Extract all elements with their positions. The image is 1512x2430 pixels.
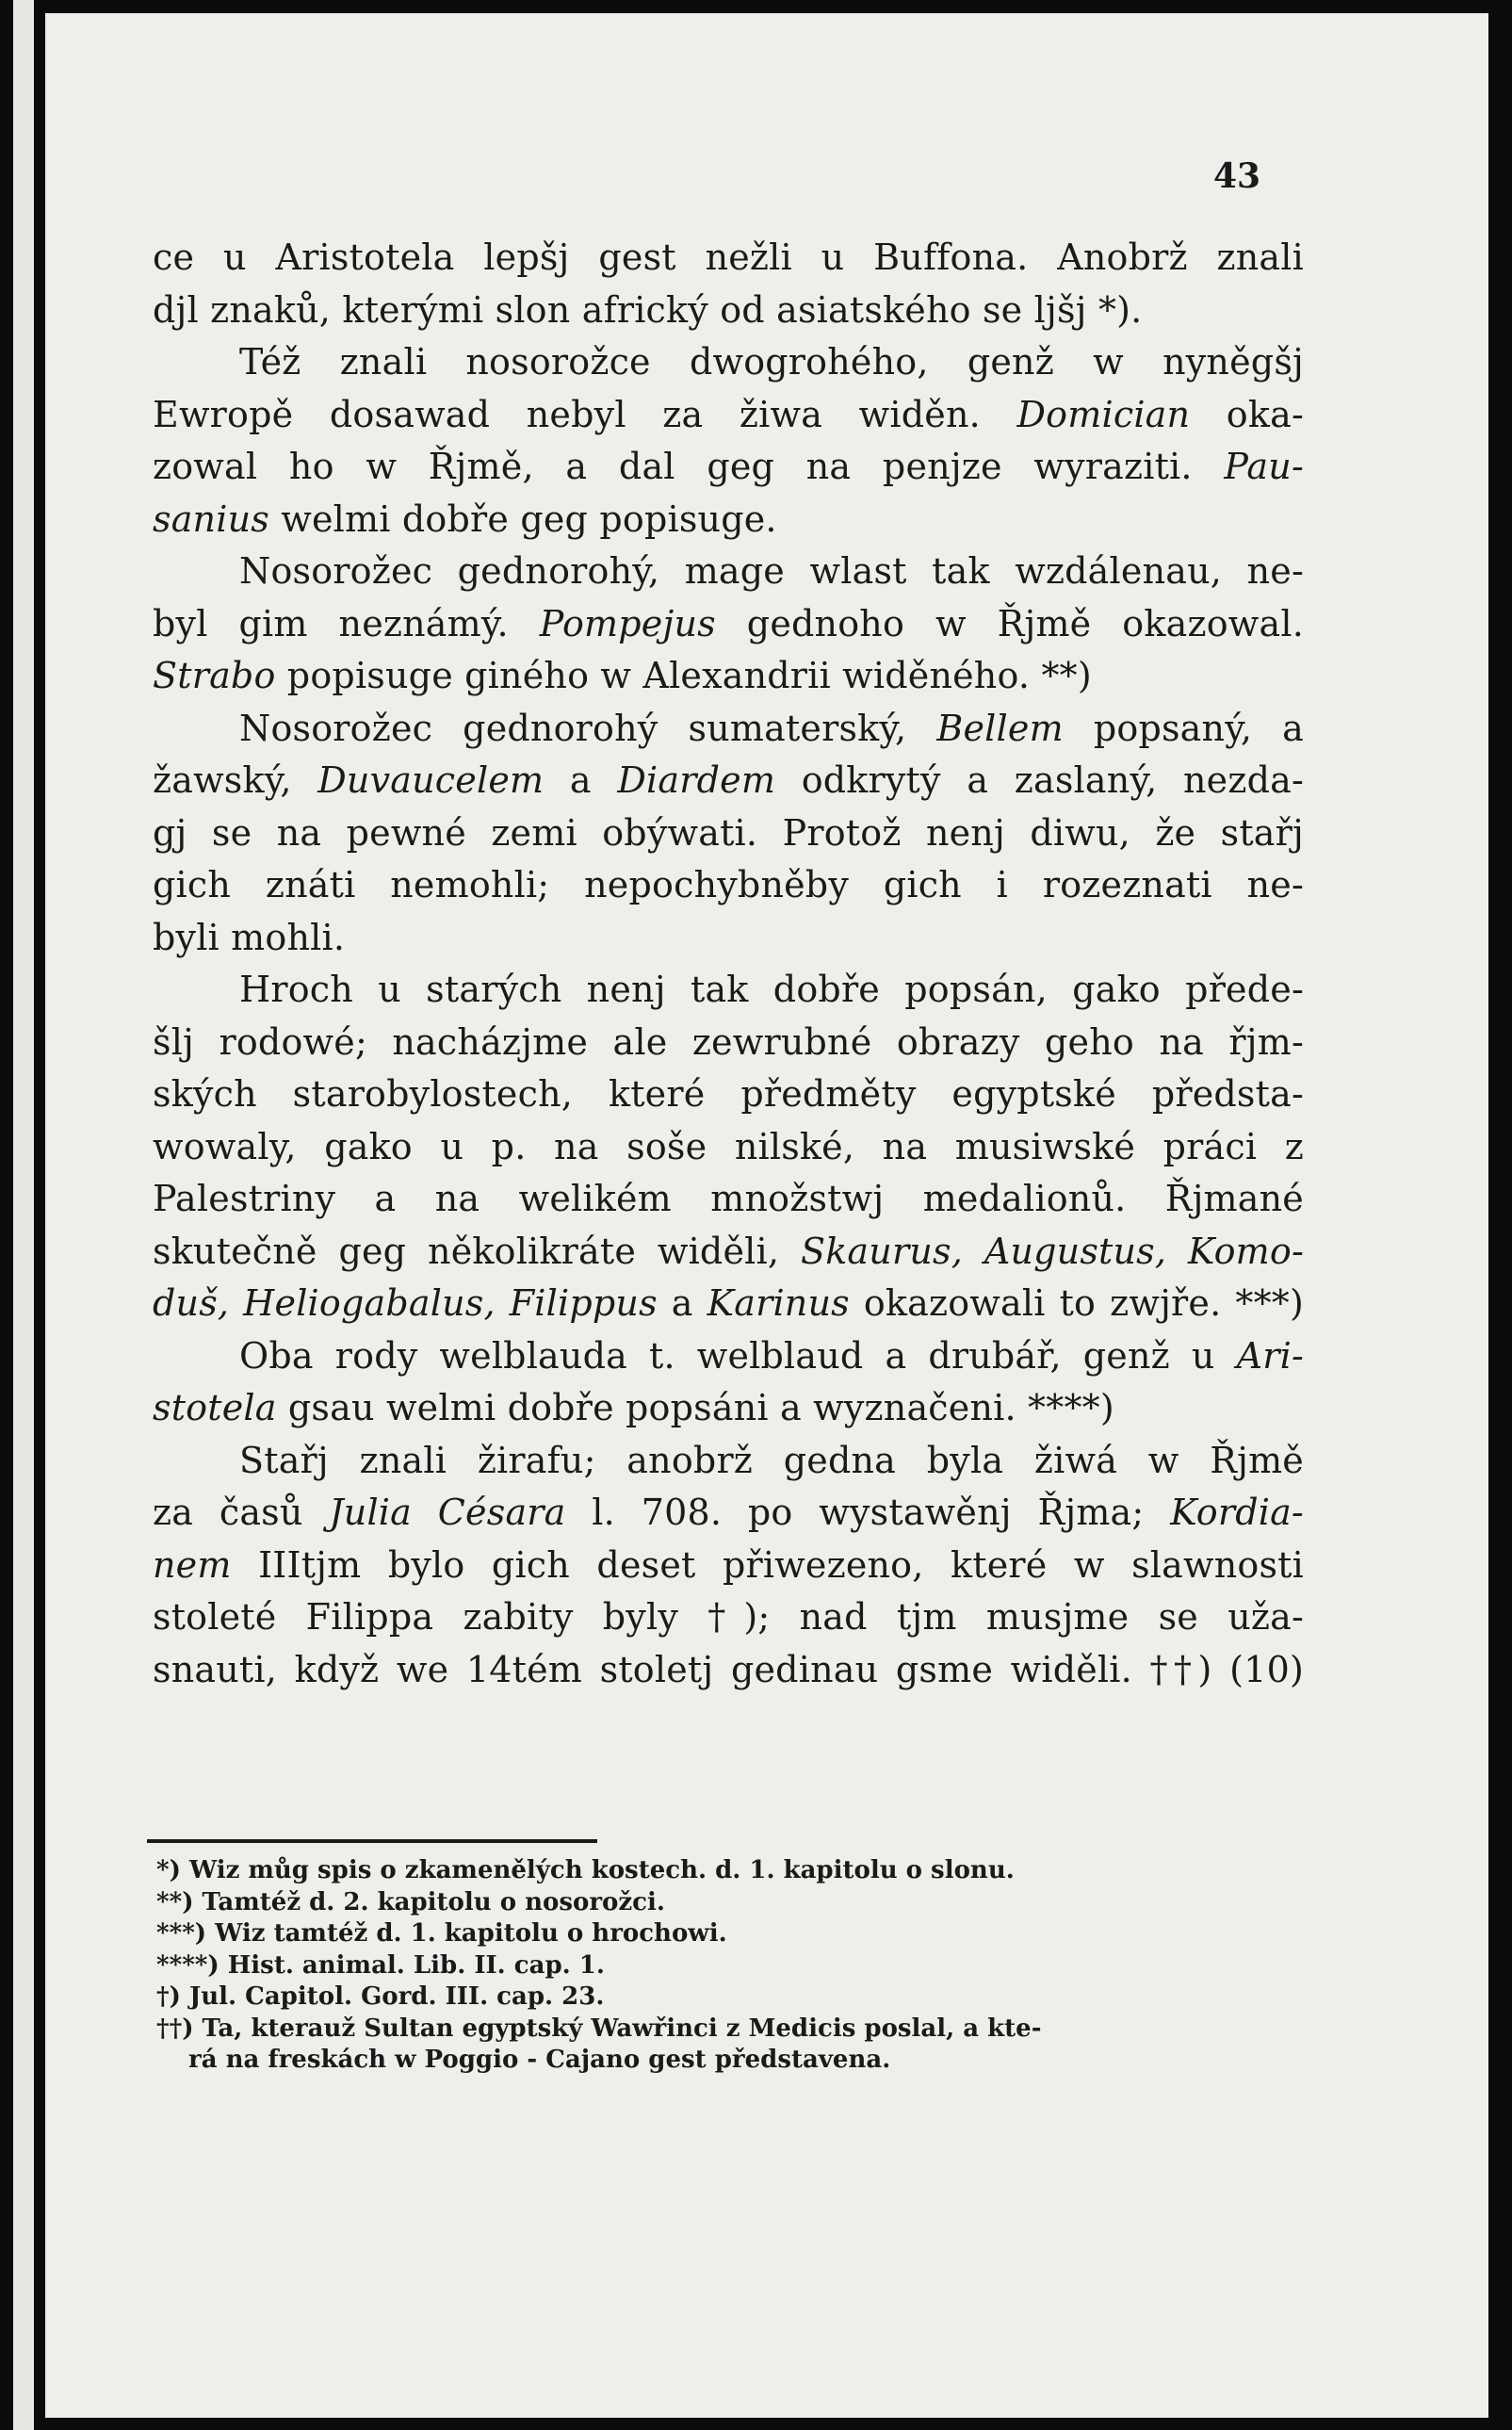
text-segment: Hroch u starých nenj tak dobře popsán, gako přede- [239,969,1304,1010]
text-segment: l. 708. po wystawěnj Řjma; [565,1492,1171,1533]
italic-text: Karinus [707,1282,850,1324]
text-line [153,755,1304,807]
footnote: *) Wiz můg spis o zkamenělých kostech. d. 1. kapitolu o slonu. [156,1856,1015,1884]
text-line [153,1644,1304,1697]
italic-text: Julia Césara [329,1492,566,1533]
text-line [153,1591,1304,1644]
text-segment: snauti, když we 14tém stoletj gedinau gsme widěli. ††) (10) [153,1648,1304,1690]
footnote: rá na freskách w Poggio - Cajano gest představena. [188,2046,891,2074]
body-text [153,232,1304,1696]
text-line [153,1226,1304,1279]
text-line [153,336,1304,389]
text-line [153,546,1304,598]
footnote: ***) Wiz tamtéž d. 1. kapitolu o hrochowi. [156,1919,727,1948]
text-segment: Palestriny a na welikém množstwj medalionů. Řjmané [153,1178,1304,1219]
text-segment: ce u Aristotela lepšj gest nežli u Buffona. Anobrž znali [153,236,1304,278]
text-segment: a [657,1282,707,1324]
text-line [153,1487,1304,1540]
text-segment: stoleté Filippa zabity byly †); nad tjm musjme se uža- [153,1596,1304,1638]
text-segment: zowal ho w Řjmě, a dal geg na penjze wyraziti. [153,446,1225,487]
text-line [153,1068,1304,1121]
text-line [153,964,1304,1017]
italic-text: Diardem [617,759,776,801]
text-segment: za časů [153,1492,330,1533]
text-line [153,285,1304,337]
footnote: ††) Ta, kterauž Sultan egyptský Wawřinci z Medicis poslal, a kte- [156,2014,1042,2043]
text-line [153,1435,1304,1488]
text-line [153,1278,1304,1330]
text-line [153,598,1304,651]
text-segment: Stařj znali žirafu; anobrž gedna byla žiwá w Řjmě [239,1439,1304,1481]
text-segment: odkrytý a zaslaný, nezda- [775,759,1304,801]
adjacent-page-edge [13,0,34,2430]
footnotes [156,1855,1294,2077]
italic-text: Strabo [153,655,276,696]
text-segment: okazowali to zwjře. ***) [849,1282,1304,1324]
italic-text: nem [153,1543,232,1586]
italic-text: sanius [153,497,269,540]
text-line [153,1540,1304,1592]
text-segment: ských starobylostech, které předměty egyptské předsta- [153,1073,1304,1115]
text-line [153,859,1304,912]
text-segment: byl gim neznámý. [153,602,540,644]
text-segment: gednoho w Řjmě okazowal. [715,602,1304,644]
italic-text: Skaurus, Augustus, Komo- [800,1230,1304,1272]
text-segment: byli mohli. [153,916,346,958]
italic-text: Ari- [1236,1334,1304,1377]
italic-text: stotela [153,1387,277,1428]
text-segment: žawský, [153,759,318,801]
text-segment: gj se na pewné zemi obýwati. Protož nenj diwu, že stařj [153,811,1304,854]
text-segment: skutečně geg několikráte widěli, [153,1230,801,1272]
text-segment: Oba rody welblauda t. welblaud a drubář, genž u [239,1334,1237,1377]
text-line [153,494,1304,546]
text-segment: popisuge giného w Alexandrii widěného. **) [275,655,1092,696]
italic-text: Pompejus [539,602,716,644]
text-segment: IIItjm bylo gich deset přiwezeno, které w slawnosti [231,1543,1304,1586]
text-line [153,1330,1304,1383]
text-segment: welmi dobře geg popisuge. [268,497,777,540]
text-line [153,1382,1304,1435]
footnote-separator-rule [147,1839,597,1843]
italic-text: Kordia- [1170,1492,1304,1533]
text-segment: Též znali nosorožce dwogrohého, genž w nyněgšj [239,341,1304,383]
text-segment: šlj rodowé; nacházjme ale zewrubné obrazy geho na řjm- [153,1020,1304,1063]
text-line [153,1017,1304,1069]
text-line [153,1121,1304,1174]
text-segment: wowaly, gako u p. na soše nilské, na musiwské práci z [153,1125,1304,1167]
footnote: †) Jul. Capitol. Gord. III. cap. 23. [156,1982,605,2011]
italic-text: Domician [1016,393,1191,435]
footnote: ****) Hist. animal. Lib. II. cap. 1. [156,1950,605,1980]
text-segment: a [544,759,618,801]
text-line [153,807,1304,860]
text-line [153,389,1304,442]
text-segment: oka- [1190,393,1304,435]
text-segment: gsau welmi dobře popsáni a wyznačeni. ****) [276,1387,1114,1428]
text-line [153,650,1304,703]
text-segment: Nosorožec gednorohý sumaterský, [239,707,937,749]
text-segment: Nosorožec gednorohý, mage wlast tak wzdálenau, ne- [239,550,1304,592]
footnote: **) Tamtéž d. 2. kapitolu o nosorožci. [156,1887,665,1916]
text-line [153,1173,1304,1226]
book-page [45,13,1488,2418]
text-segment: popsaný, a [1063,707,1305,749]
italic-text: Bellem [936,707,1064,749]
text-line [153,232,1304,285]
italic-text: duš, Heliogabalus, Filippus [153,1282,658,1324]
text-segment: Ewropě dosawad nebyl za žiwa widěn. [153,393,1017,435]
text-line [153,441,1304,494]
italic-text: Pau- [1224,446,1304,487]
italic-text: Duvaucelem [317,759,545,801]
text-line [153,703,1304,756]
page-number: 43 [1213,156,1261,196]
text-segment: djl znaků, kterými slon africký od asiatského se ljšj *). [153,288,1143,331]
text-line [153,912,1304,965]
text-segment: gich znáti nemohli; nepochybněby gich i rozeznati ne- [153,864,1304,905]
